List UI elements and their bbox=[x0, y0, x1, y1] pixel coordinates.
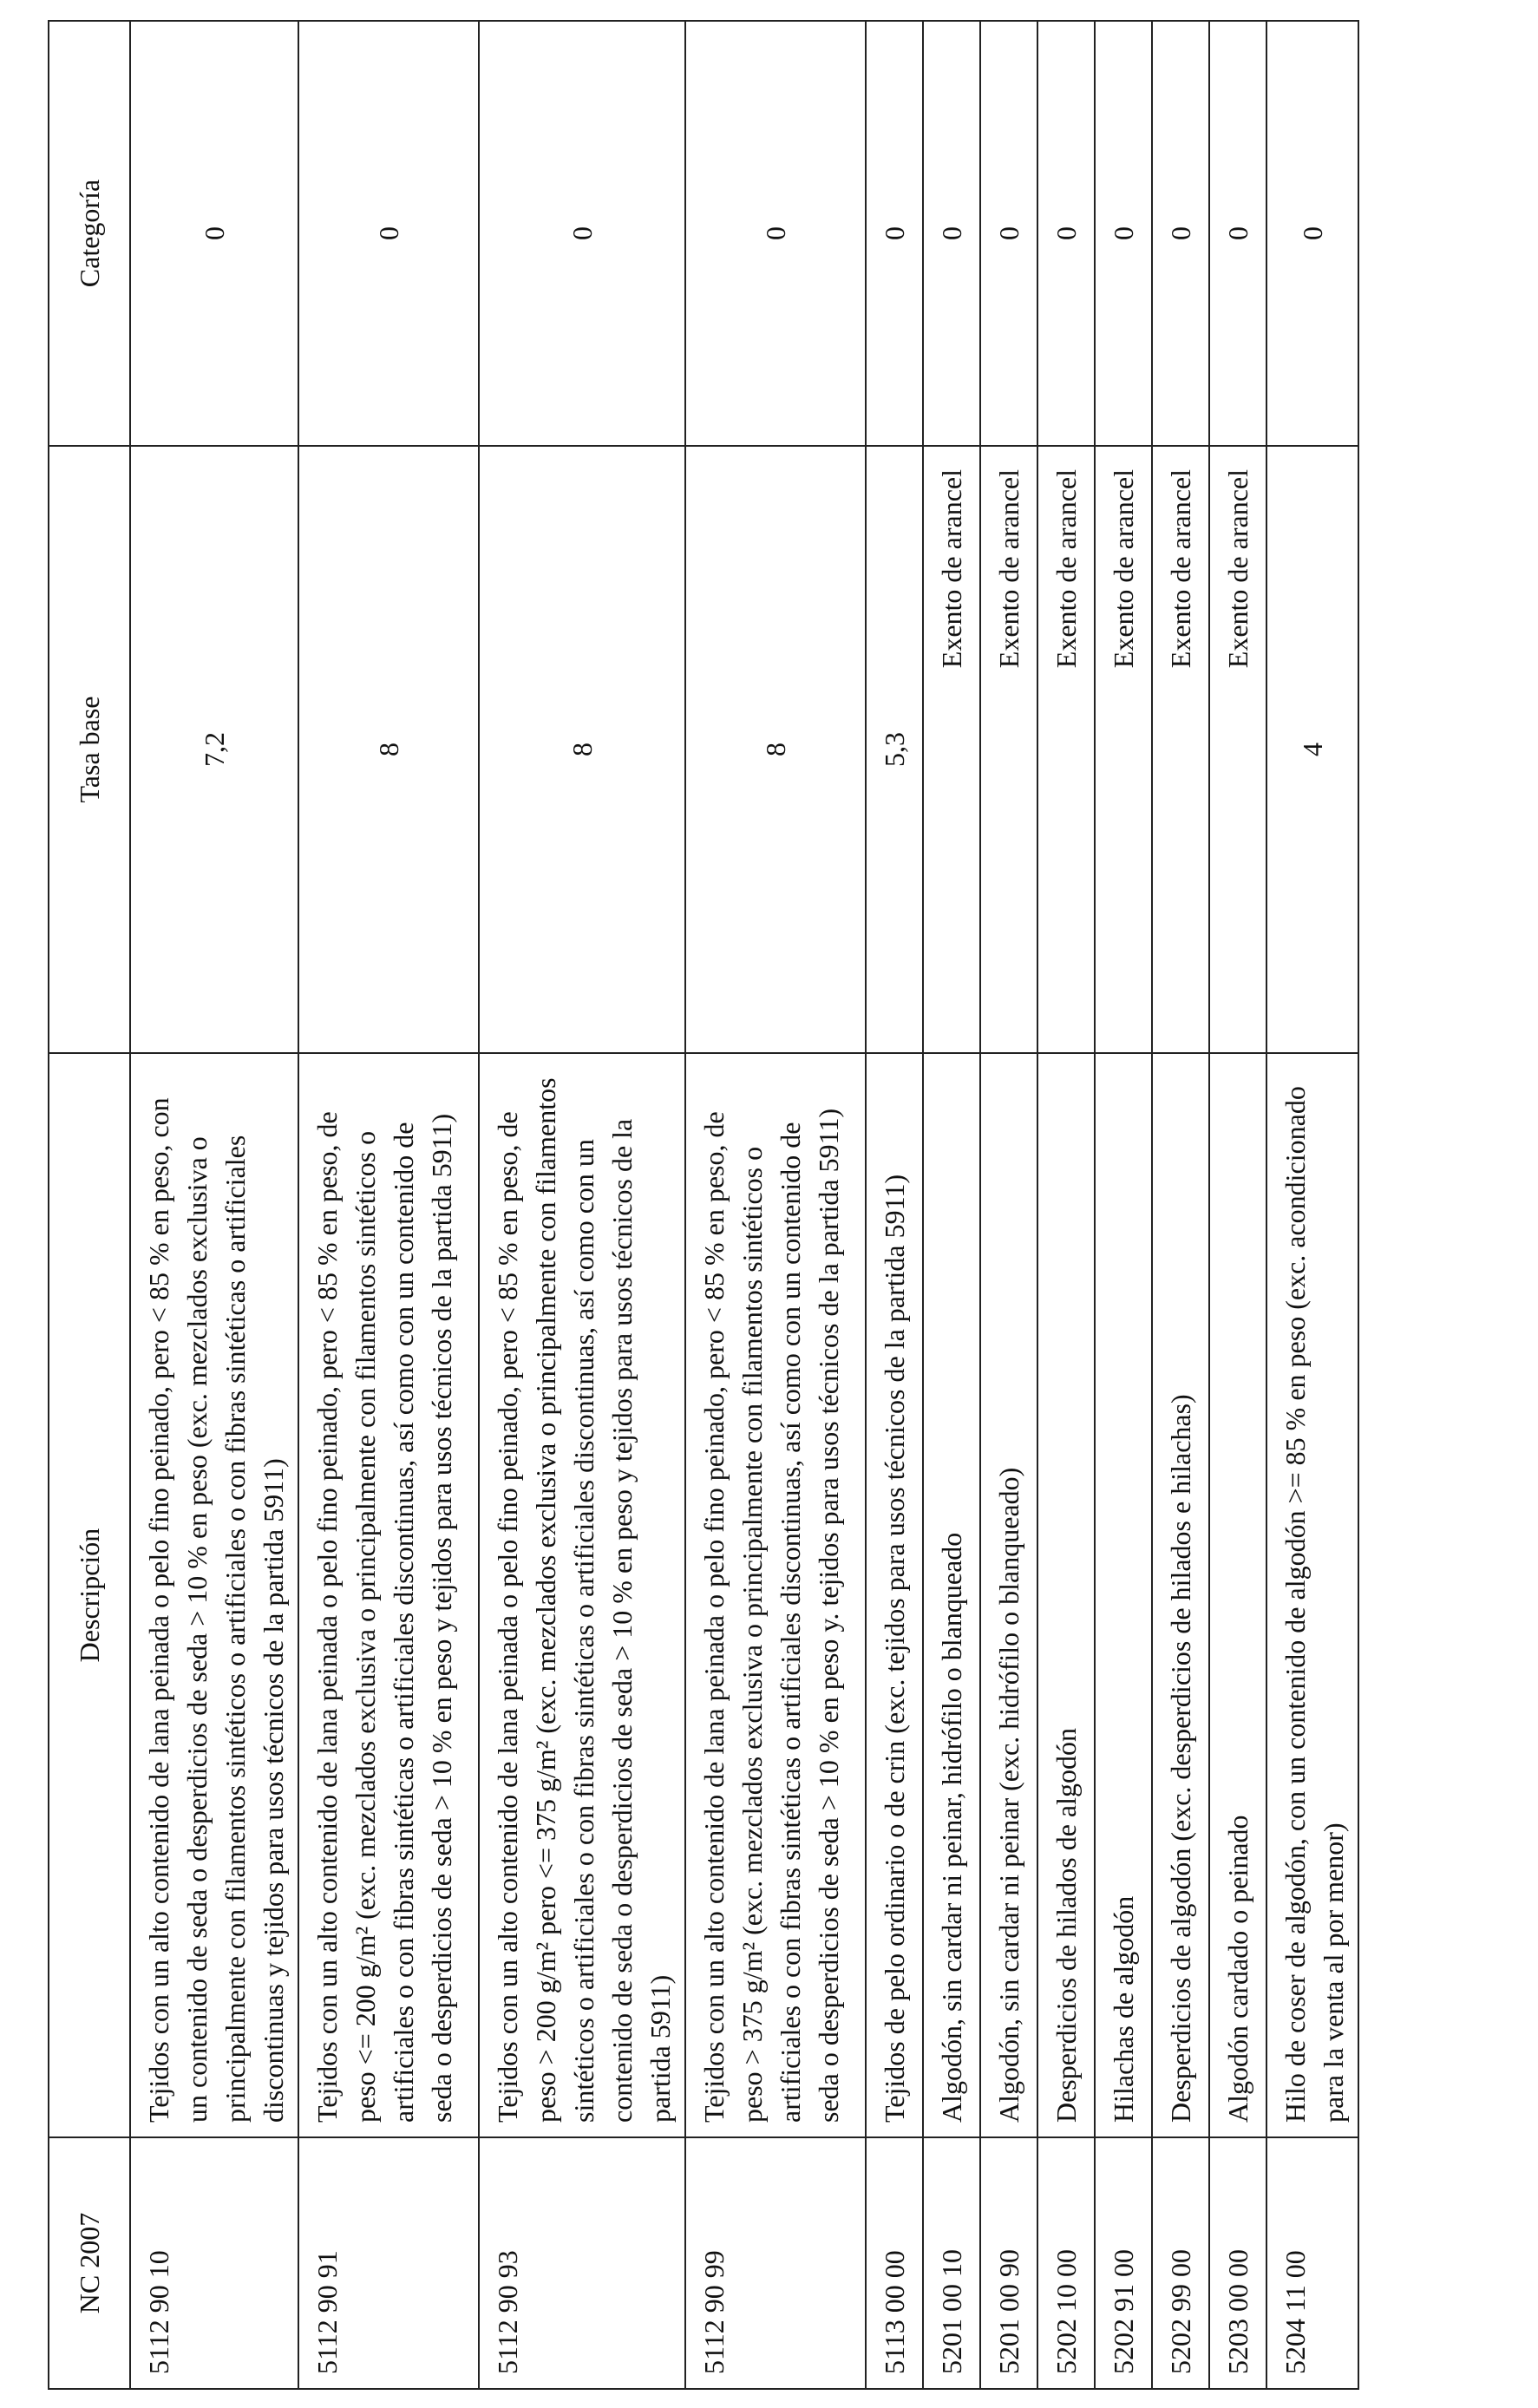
cell-rate: Exento de arancel bbox=[1037, 446, 1095, 1053]
cell-rate: Exento de arancel bbox=[980, 446, 1037, 1053]
cell-rate: Exento de arancel bbox=[1095, 446, 1152, 1053]
tariff-table bbox=[48, 20, 1359, 2390]
cell-rate: 4 bbox=[1266, 446, 1358, 1053]
cell-code: 5202 91 00 bbox=[1095, 2137, 1152, 2389]
cell-description: Tejidos con un alto contenido de lana peinada o pelo fino peinado, pero < 85 % en peso, de peso > 200 g/m² pero <= 375 g/m² (exc. mezclados exclusiva o principalmente con filamentos sintéticos o artificiales o con fibras sintéticas o artificiales discontinuas, así como con un contenido de seda o desperdicios de seda > 10 % en peso y tejidos para usos técnicos de la partida 5911) bbox=[479, 1053, 685, 2137]
table-row bbox=[1209, 21, 1266, 2389]
header-rate: Tasa base bbox=[49, 446, 130, 1053]
cell-category: 0 bbox=[479, 21, 685, 446]
cell-category: 0 bbox=[1266, 21, 1358, 446]
cell-description: Hilo de coser de algodón, con un contenido de algodón >= 85 % en peso (exc. acondicionado para la venta al por menor) bbox=[1266, 1053, 1358, 2137]
table-row bbox=[130, 21, 298, 2389]
cell-description: Desperdicios de hilados de algodón bbox=[1037, 1053, 1095, 2137]
cell-category: 0 bbox=[866, 21, 923, 446]
cell-rate: 7,2 bbox=[130, 446, 298, 1053]
cell-code: 5113 00 00 bbox=[866, 2137, 923, 2389]
cell-description: Hilachas de algodón bbox=[1095, 1053, 1152, 2137]
cell-rate: Exento de arancel bbox=[1209, 446, 1266, 1053]
cell-description: Tejidos con un alto contenido de lana peinada o pelo fino peinado, pero < 85 % en peso, con un contenido de seda o desperdicios de seda > 10 % en peso (exc. mezclados exclusiva o principalmente con filamentos sintéticos o artificiales o con fibras sintéticas o artificiales discontinuas y tejidos para usos técnicos de la partida 5911) bbox=[130, 1053, 298, 2137]
table-row bbox=[923, 21, 980, 2389]
cell-category: 0 bbox=[298, 21, 479, 446]
header-description: Descripción bbox=[49, 1053, 130, 2137]
cell-category: 0 bbox=[923, 21, 980, 446]
table-row bbox=[1152, 21, 1209, 2389]
table-row bbox=[1266, 21, 1358, 2389]
cell-category: 0 bbox=[1037, 21, 1095, 446]
cell-code: 5112 90 93 bbox=[479, 2137, 685, 2389]
table-row bbox=[1037, 21, 1095, 2389]
cell-code: 5112 90 99 bbox=[685, 2137, 866, 2389]
cell-category: 0 bbox=[1209, 21, 1266, 446]
cell-category: 0 bbox=[685, 21, 866, 446]
cell-rate: 8 bbox=[479, 446, 685, 1053]
cell-rate: 8 bbox=[298, 446, 479, 1053]
header-code: NC 2007 bbox=[49, 2137, 130, 2389]
table-row bbox=[298, 21, 479, 2389]
cell-code: 5204 11 00 bbox=[1266, 2137, 1358, 2389]
cell-category: 0 bbox=[1152, 21, 1209, 446]
rotated-page bbox=[48, 22, 1349, 2390]
cell-code: 5202 10 00 bbox=[1037, 2137, 1095, 2389]
cell-rate: 5,3 bbox=[866, 446, 923, 1053]
cell-rate: Exento de arancel bbox=[923, 446, 980, 1053]
cell-category: 0 bbox=[1095, 21, 1152, 446]
cell-description: Algodón cardado o peinado bbox=[1209, 1053, 1266, 2137]
table-row bbox=[980, 21, 1037, 2389]
cell-code: 5203 00 00 bbox=[1209, 2137, 1266, 2389]
cell-code: 5201 00 10 bbox=[923, 2137, 980, 2389]
cell-code: 5202 99 00 bbox=[1152, 2137, 1209, 2389]
cell-code: 5201 00 90 bbox=[980, 2137, 1037, 2389]
cell-category: 0 bbox=[980, 21, 1037, 446]
table-row bbox=[866, 21, 923, 2389]
cell-rate: Exento de arancel bbox=[1152, 446, 1209, 1053]
header-row bbox=[49, 21, 130, 2389]
cell-category: 0 bbox=[130, 21, 298, 446]
cell-description: Tejidos con un alto contenido de lana peinada o pelo fino peinado, pero < 85 % en peso, de peso <= 200 g/m² (exc. mezclados exclusiva o principalmente con filamentos sintéticos o artificiales o con fibras sintéticas o artificiales discontinuas, así como con un contenido de seda o desperdicios de seda > 10 % en peso y tejidos para usos técnicos de la partida 5911) bbox=[298, 1053, 479, 2137]
header-category: Categoría bbox=[49, 21, 130, 446]
table-row bbox=[685, 21, 866, 2389]
cell-code: 5112 90 10 bbox=[130, 2137, 298, 2389]
cell-description: Tejidos de pelo ordinario o de crin (exc. tejidos para usos técnicos de la partida 5911) bbox=[866, 1053, 923, 2137]
cell-description: Tejidos con un alto contenido de lana peinada o pelo fino peinado, pero < 85 % en peso, de peso > 375 g/m² (exc. mezclados exclusiva o principalmente con filamentos sintéticos o artificiales o con fibras sintéticas o artificiales discontinuas, así como con un contenido de seda o desperdicios de seda > 10 % en peso y. tejidos para usos técnicos de la partida 5911) bbox=[685, 1053, 866, 2137]
cell-description: Desperdicios de algodón (exc. desperdicios de hilados e hilachas) bbox=[1152, 1053, 1209, 2137]
cell-description: Algodón, sin cardar ni peinar, hidrófilo o blanqueado bbox=[923, 1053, 980, 2137]
cell-code: 5112 90 91 bbox=[298, 2137, 479, 2389]
table-row bbox=[479, 21, 685, 2389]
cell-description: Algodón, sin cardar ni peinar (exc. hidrófilo o blanqueado) bbox=[980, 1053, 1037, 2137]
cell-rate: 8 bbox=[685, 446, 866, 1053]
table-row bbox=[1095, 21, 1152, 2389]
